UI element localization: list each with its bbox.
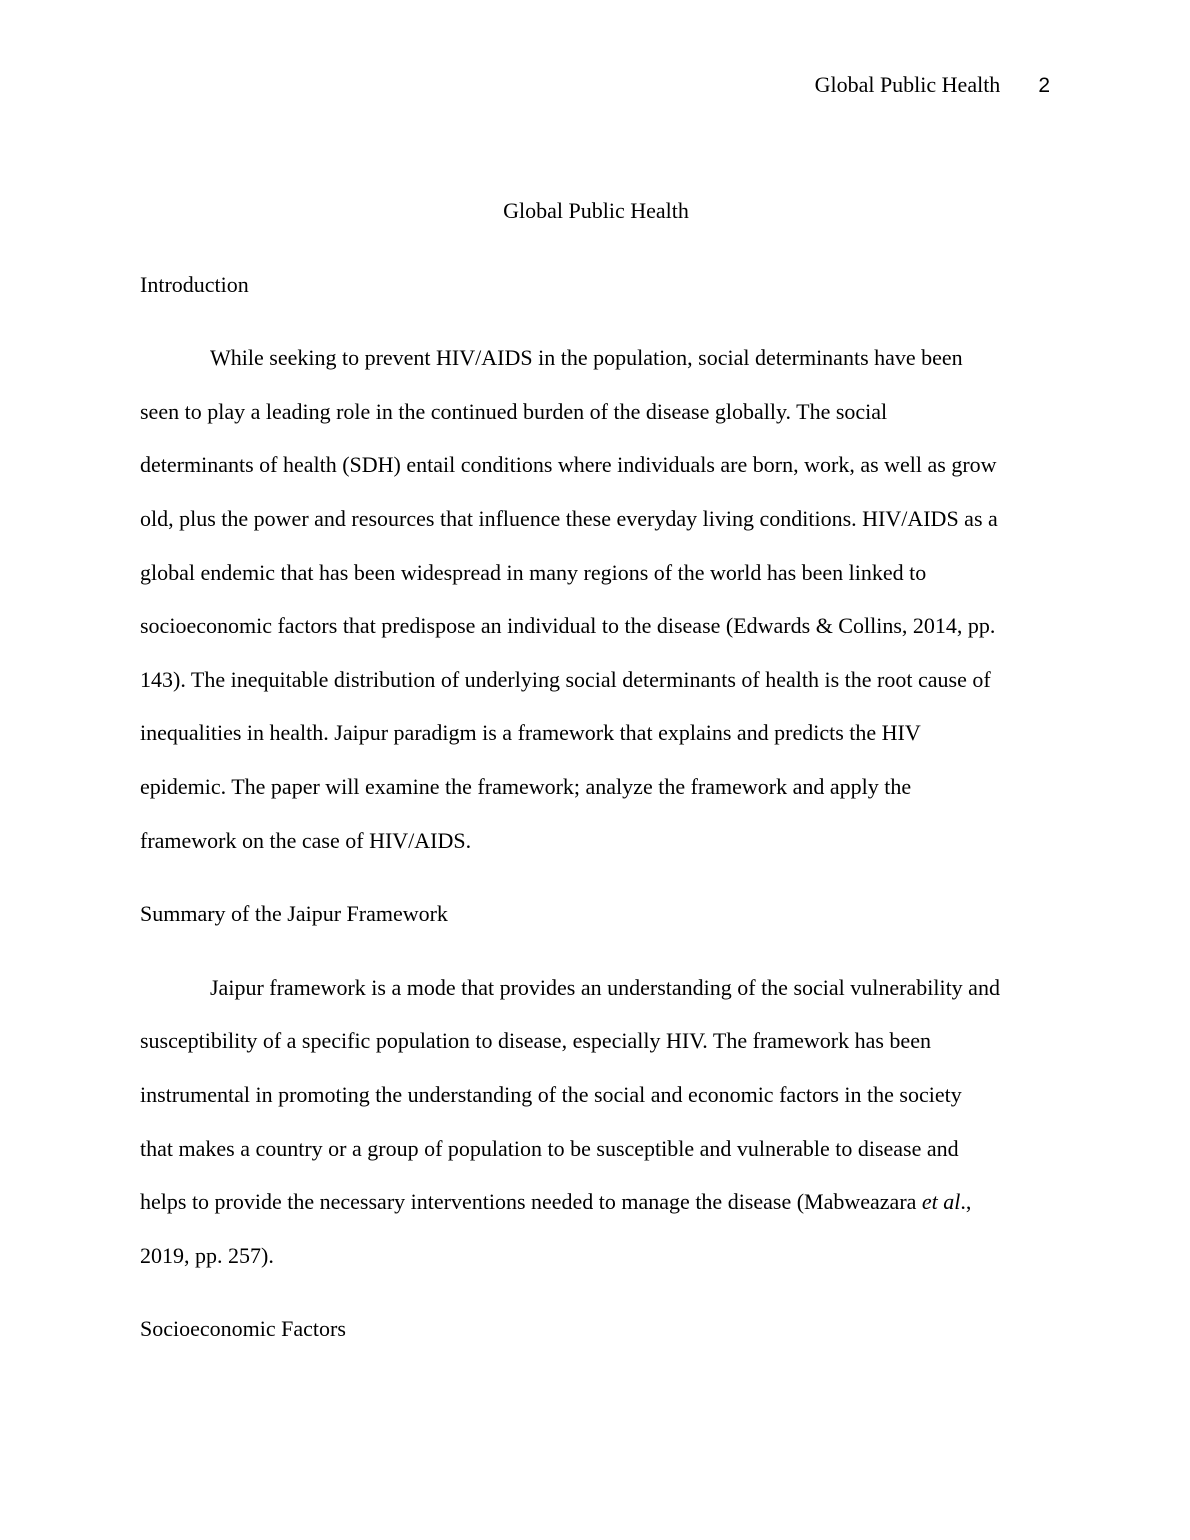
paragraph-line: susceptibility of a specific population to disease, especially HIV. The framework has been xyxy=(140,1028,931,1054)
paragraph-line: global endemic that has been widespread in many regions of the world has been linked to xyxy=(140,559,927,585)
document-title: Global Public Health xyxy=(503,198,689,223)
paragraph-line: inequalities in health. Jaipur paradigm is a framework that explains and predicts the HIV xyxy=(140,720,921,746)
paragraph-line: Jaipur framework is a mode that provides an understanding of the social vulnerability and xyxy=(210,974,1000,1000)
paragraph-line: framework on the case of HIV/AIDS. xyxy=(140,827,472,853)
citation-line xyxy=(140,1175,1052,1229)
paragraph-line: While seeking to prevent HIV/AIDS in the population, social determinants have been xyxy=(210,345,963,371)
page-number: 2 xyxy=(1038,74,1050,97)
citation-text-after: ., xyxy=(960,1189,972,1215)
paragraph-line: determinants of health (SDH) entail conditions where individuals are born, work, as well as grow xyxy=(140,452,997,478)
paragraph-line: 143). The inequitable distribution of underlying social determinants of health is the root cause of xyxy=(140,666,991,692)
paragraph-line: that makes a country or a group of population to be susceptible and vulnerable to disease and xyxy=(140,1135,959,1161)
document-body xyxy=(140,184,1052,1376)
introduction-paragraph xyxy=(140,331,1052,867)
citation-et-al: et al xyxy=(921,1189,961,1215)
paragraph-line: seen to play a leading role in the continued burden of the disease globally. The social xyxy=(140,398,888,424)
paragraph-line: instrumental in promoting the understanding of the social and economic factors in the society xyxy=(140,1081,962,1107)
paragraph-line: socioeconomic factors that predispose an individual to the disease (Edwards & Collins, 2014, pp. xyxy=(140,613,996,639)
paragraph-line: epidemic. The paper will examine the framework; analyze the framework and apply the xyxy=(140,773,912,799)
citation-text-before: helps to provide the necessary interventions needed to manage the disease (Mabweazara xyxy=(140,1189,922,1215)
section-heading-socioeconomic-factors: Socioeconomic Factors xyxy=(140,1316,346,1342)
paragraph-line: old, plus the power and resources that influence these everyday living conditions. HIV/AIDS as a xyxy=(140,505,998,531)
running-header xyxy=(815,70,1050,101)
jaipur-summary-paragraph xyxy=(140,961,1052,1283)
section-heading-jaipur-summary: Summary of the Jaipur Framework xyxy=(140,901,448,927)
paragraph-line: 2019, pp. 257). xyxy=(140,1242,274,1268)
running-header-title: Global Public Health xyxy=(814,72,1001,97)
section-heading-introduction: Introduction xyxy=(140,271,249,297)
